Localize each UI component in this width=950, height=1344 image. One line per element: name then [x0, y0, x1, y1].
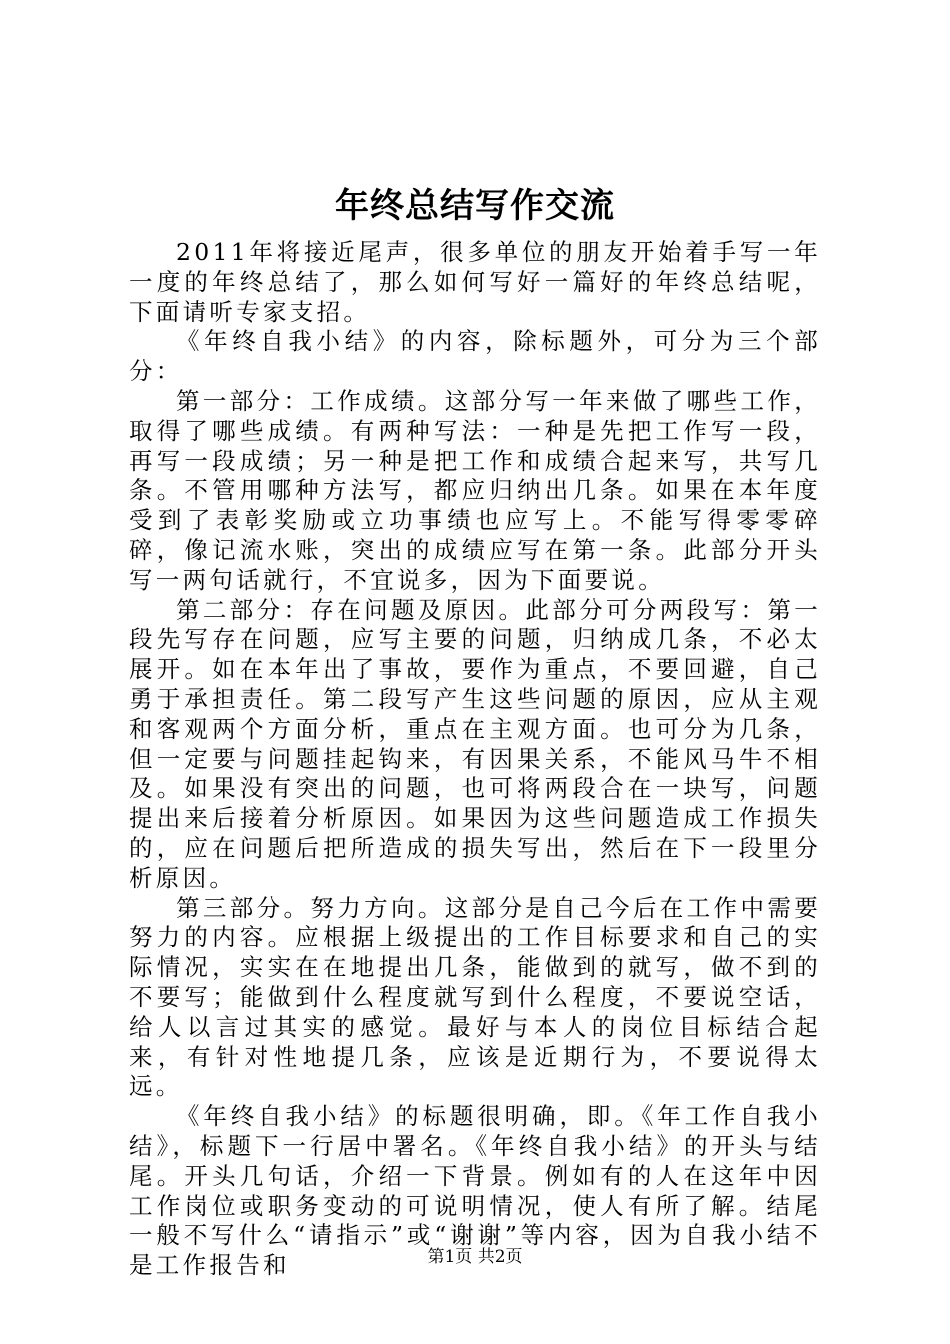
- document-body: [129, 238, 821, 1281]
- paragraph-part-one: 第一部分：工作成绩。这部分写一年来做了哪些工作，取得了哪些成绩。有两种写法：一种是先把工作写一段，再写一段成绩；另一种是把工作和成绩合起来写，共写几条。不管用哪种方法写，都应归纳出几条。如果在本年度受到了表彰奖励或立功事绩也应写上。不能写得零零碎碎，像记流水账，突出的成绩应写在第一条。此部分开头写一两句话就行，不宜说多，因为下面要说。: [129, 386, 821, 594]
- paragraph-part-two: 第二部分：存在问题及原因。此部分可分两段写：第一段先写存在问题，应写主要的问题，归纳成几条，不必太展开。如在本年出了事故，要作为重点，不要回避，自己勇于承担责任。第二段写产生这些问题的原因，应从主观和客观两个方面分析，重点在主观方面。也可分为几条，但一定要与问题挂起钩来，有因果关系，不能风马牛不相及。如果没有突出的问题，也可将两段合在一块写，问题提出来后接着分析原因。如果因为这些问题造成工作损失的，应在问题后把所造成的损失写出，然后在下一段里分析原因。: [129, 595, 821, 892]
- paragraph-part-three: 第三部分。努力方向。这部分是自己今后在工作中需要努力的内容。应根据上级提出的工作目标要求和自己的实际情况，实实在在地提出几条，能做到的就写，做不到的不要写；能做到什么程度就写到什么程度，不要说空话，给人以言过其实的感觉。最好与本人的岗位目标结合起来，有针对性地提几条，应该是近期行为，不要说得太远。: [129, 893, 821, 1101]
- page-number-footer: 第1页 共2页: [427, 1247, 523, 1267]
- document-title: 年终总结写作交流: [335, 186, 615, 226]
- paragraph-content-overview: 《年终自我小结》的内容，除标题外，可分为三个部分：: [129, 327, 821, 386]
- paragraph-title-and-format: 《年终自我小结》的标题很明确，即。《年工作自我小结》，标题下一行居中署名。《年终自我小结》的开头与结尾。开头几句话，介绍一下背景。例如有的人在这年中因工作岗位或职务变动的可说明情况，使人有所了解。结尾一般不写什么“请指示”或“谢谢”等内容，因为自我小结不是工作报告和: [129, 1102, 821, 1280]
- paragraph-intro: 2011年将接近尾声，很多单位的朋友开始着手写一年一度的年终总结了，那么如何写好一篇好的年终总结呢，下面请听专家支招。: [129, 238, 821, 326]
